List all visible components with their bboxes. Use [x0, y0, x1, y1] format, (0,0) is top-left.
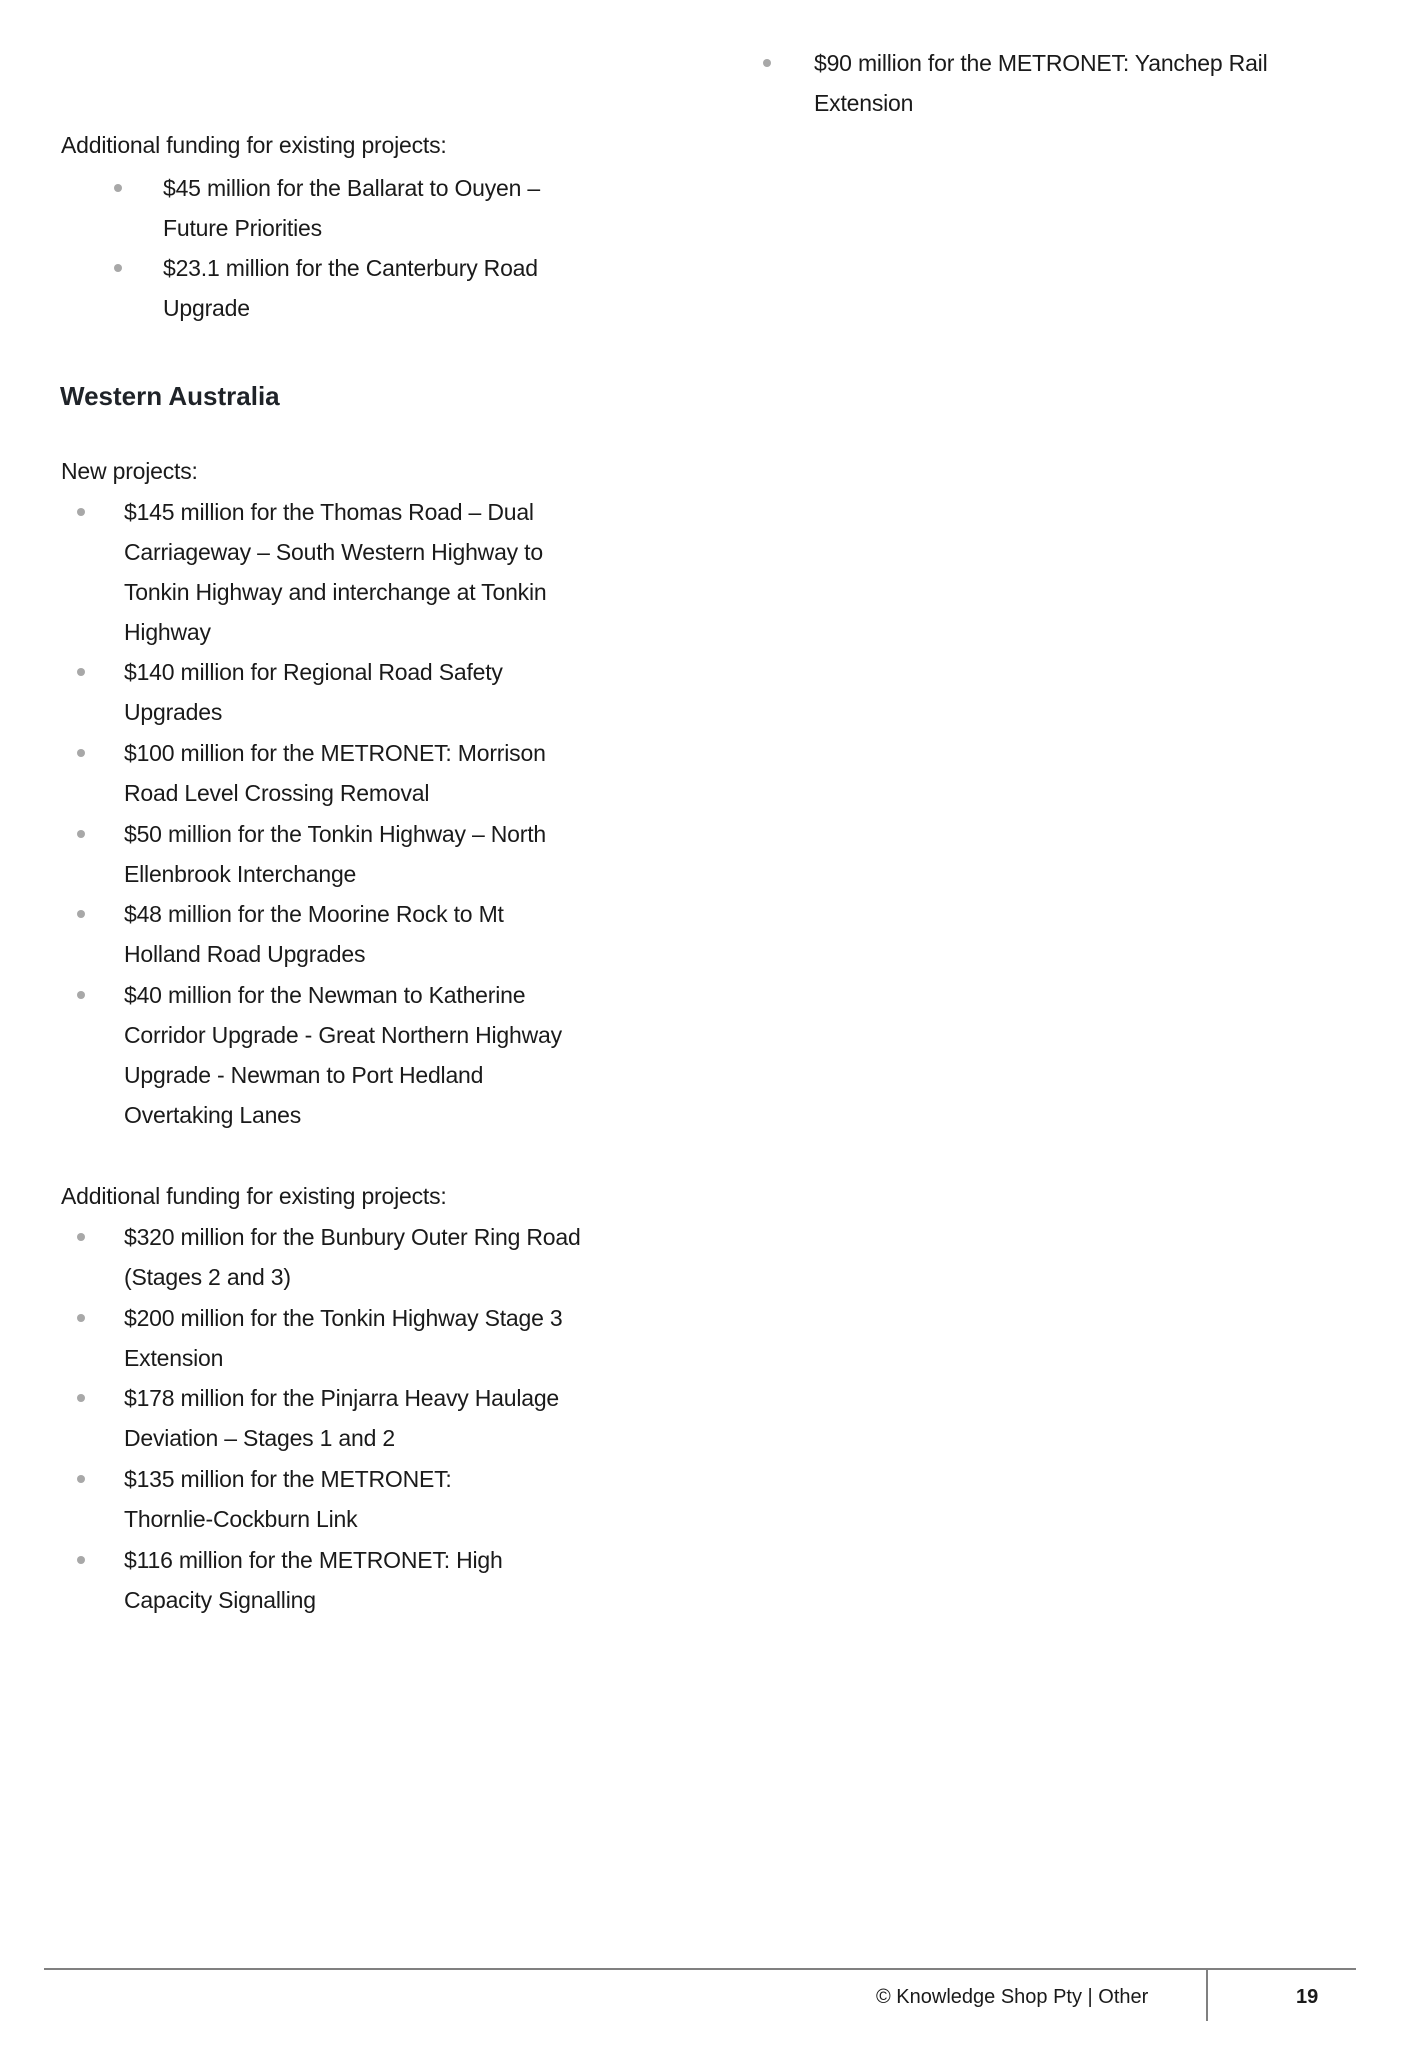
bullet-icon [77, 830, 85, 838]
list-item-text: $116 million for the METRONET: High [124, 1547, 503, 1573]
list-item-text: Overtaking Lanes [124, 1102, 302, 1128]
list-item-text: Upgrade - Newman to Port Hedland [124, 1062, 484, 1088]
list-item-text: Deviation – Stages 1 and 2 [124, 1425, 395, 1451]
bullet-icon [77, 910, 85, 918]
footer-vertical-divider [1206, 1969, 1208, 2021]
bullet-icon [114, 264, 122, 272]
list-item-text: $200 million for the Tonkin Highway Stage 3 [124, 1305, 563, 1331]
list-item-text: $48 million for the Moorine Rock to Mt [124, 901, 504, 927]
list-item-text: $45 million for the Ballarat to Ouyen – [163, 175, 541, 201]
bullet-icon [114, 184, 122, 192]
list-item-text: $178 million for the Pinjarra Heavy Haulage [124, 1385, 560, 1411]
list-item-text: $140 million for Regional Road Safety [124, 659, 503, 685]
bullet-icon [77, 1475, 85, 1483]
list-item-text: $135 million for the METRONET: [124, 1466, 452, 1492]
list-item-text: $320 million for the Bunbury Outer Ring Road [124, 1224, 581, 1250]
list-item-text: Upgrade [163, 295, 250, 321]
list-item-text: Tonkin Highway and interchange at Tonkin [124, 579, 547, 605]
list-item-text: Future Priorities [163, 215, 322, 241]
list-item-text: Carriageway – South Western Highway to [124, 539, 543, 565]
list-item-text: $100 million for the METRONET: Morrison [124, 740, 546, 766]
list-item-text: Extension [814, 90, 914, 116]
bullet-icon [763, 59, 771, 67]
list-item-text: Highway [124, 619, 211, 645]
list-item-text: $23.1 million for the Canterbury Road [163, 255, 538, 281]
list-item-text: $145 million for the Thomas Road – Dual [124, 499, 534, 525]
section-label: New projects: [61, 458, 198, 484]
bullet-icon [77, 668, 85, 676]
list-item-text: Road Level Crossing Removal [124, 780, 430, 806]
bullet-icon [77, 1233, 85, 1241]
bullet-icon [77, 1314, 85, 1322]
bullet-icon [77, 991, 85, 999]
footer-divider-line [44, 1968, 1356, 1970]
section-label: Additional funding for existing projects: [61, 1183, 447, 1209]
page-number: 19 [1296, 1986, 1319, 2008]
bullet-icon [77, 1394, 85, 1402]
list-item-text: Capacity Signalling [124, 1587, 316, 1613]
list-item-text: Extension [124, 1345, 224, 1371]
list-item-text: $50 million for the Tonkin Highway – North [124, 821, 547, 847]
bullet-icon [77, 508, 85, 516]
list-item-text: (Stages 2 and 3) [124, 1264, 291, 1290]
list-item-text: Corridor Upgrade - Great Northern Highway [124, 1022, 562, 1048]
list-item-text: Thornlie-Cockburn Link [124, 1506, 358, 1532]
list-item-text: $40 million for the Newman to Katherine [124, 982, 526, 1008]
list-item-text: Upgrades [124, 699, 223, 725]
section-heading: Western Australia [60, 381, 280, 411]
section-label: Additional funding for existing projects: [61, 132, 447, 158]
footer-copyright: © Knowledge Shop Pty | Other [876, 1986, 1149, 2008]
list-item-text: Ellenbrook Interchange [124, 861, 357, 887]
list-item-text: Holland Road Upgrades [124, 941, 366, 967]
bullet-icon [77, 1556, 85, 1564]
list-item-text: $90 million for the METRONET: Yanchep Rail [814, 50, 1268, 76]
bullet-icon [77, 749, 85, 757]
